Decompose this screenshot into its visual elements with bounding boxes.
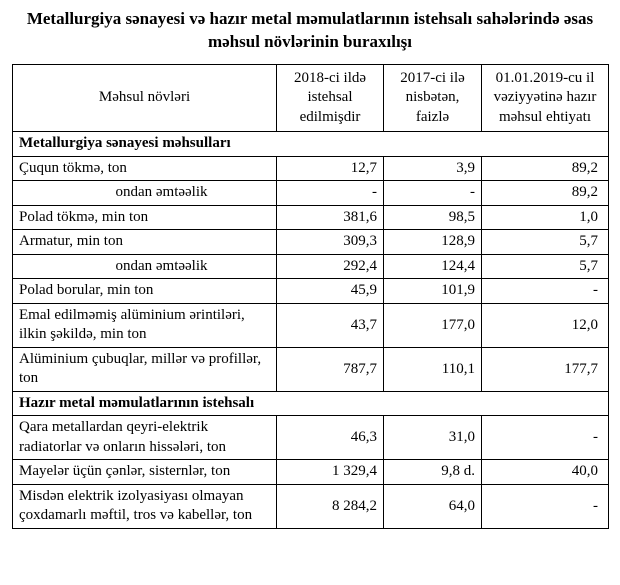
- value-2018-cell: 1 329,4: [277, 460, 384, 485]
- value-2017-cell: 64,0: [384, 484, 482, 528]
- value-2017-cell: 101,9: [384, 279, 482, 304]
- column-header-product: Məhsul növləri: [13, 64, 277, 132]
- section-row: [13, 132, 609, 157]
- stock-value-cell: -: [482, 416, 609, 460]
- product-name-cell: Misdən elektrik izolyasiyası olmayan çoxdamarlı məftil, tros və kabellər, ton: [13, 484, 277, 528]
- table-body: [13, 132, 609, 529]
- table-row: [13, 347, 609, 391]
- stock-value-cell: 1,0: [482, 205, 609, 230]
- table-header: [13, 64, 609, 132]
- stock-value-cell: -: [482, 484, 609, 528]
- stock-value-cell: 12,0: [482, 303, 609, 347]
- column-header-2018: 2018-ci ildə istehsal edilmişdir: [277, 64, 384, 132]
- table-row: [13, 416, 609, 460]
- product-name-cell: Çuqun tökmə, ton: [13, 156, 277, 181]
- product-name-cell: Qara metallardan qeyri-elektrik radiatorlar və onların hissələri, ton: [13, 416, 277, 460]
- product-name-cell: Armatur, min ton: [13, 230, 277, 255]
- stock-value-cell: -: [482, 279, 609, 304]
- section-label: Metallurgiya sənayesi məhsulları: [13, 132, 609, 157]
- product-name-cell: Emal edilməmiş alüminium ərintiləri, ilkin şəkildə, min ton: [13, 303, 277, 347]
- value-2018-cell: 787,7: [277, 347, 384, 391]
- value-2018-cell: 8 284,2: [277, 484, 384, 528]
- value-2017-cell: 177,0: [384, 303, 482, 347]
- products-table: [12, 64, 609, 529]
- header-row: [13, 64, 609, 132]
- table-row: [13, 254, 609, 279]
- value-2017-cell: 98,5: [384, 205, 482, 230]
- value-2017-cell: 9,8 d.: [384, 460, 482, 485]
- product-name-cell: ondan əmtəəlik: [13, 181, 277, 206]
- value-2018-cell: 309,3: [277, 230, 384, 255]
- table-row: [13, 303, 609, 347]
- stock-value-cell: 89,2: [482, 181, 609, 206]
- value-2018-cell: 43,7: [277, 303, 384, 347]
- stock-value-cell: 40,0: [482, 460, 609, 485]
- section-label: Hazır metal məmulatlarının istehsalı: [13, 391, 609, 416]
- stock-value-cell: 5,7: [482, 254, 609, 279]
- value-2018-cell: -: [277, 181, 384, 206]
- value-2018-cell: 12,7: [277, 156, 384, 181]
- product-name-cell: Polad borular, min ton: [13, 279, 277, 304]
- value-2018-cell: 381,6: [277, 205, 384, 230]
- value-2018-cell: 46,3: [277, 416, 384, 460]
- value-2017-cell: 128,9: [384, 230, 482, 255]
- product-name-cell: Alüminium çubuqlar, millər və profillər, ton: [13, 347, 277, 391]
- table-row: [13, 460, 609, 485]
- product-name-cell: ondan əmtəəlik: [13, 254, 277, 279]
- stock-value-cell: 177,7: [482, 347, 609, 391]
- column-header-2017: 2017-ci ilə nisbətən, faizlə: [384, 64, 482, 132]
- section-row: [13, 391, 609, 416]
- value-2018-cell: 292,4: [277, 254, 384, 279]
- table-row: [13, 279, 609, 304]
- table-row: [13, 484, 609, 528]
- value-2017-cell: 31,0: [384, 416, 482, 460]
- value-2017-cell: -: [384, 181, 482, 206]
- document-title: Metallurgiya sənayesi və hazır metal məmulatlarının istehsalı sahələrində əsas məhsul növlərinin buraxılışı: [26, 9, 594, 51]
- value-2017-cell: 3,9: [384, 156, 482, 181]
- value-2017-cell: 110,1: [384, 347, 482, 391]
- product-name-cell: Mayelər üçün çənlər, sisternlər, ton: [13, 460, 277, 485]
- value-2018-cell: 45,9: [277, 279, 384, 304]
- column-header-stock: 01.01.2019-cu il vəziyyətinə hazır məhsul ehtiyatı: [482, 64, 609, 132]
- table-row: [13, 205, 609, 230]
- table-row: [13, 156, 609, 181]
- stock-value-cell: 89,2: [482, 156, 609, 181]
- stock-value-cell: 5,7: [482, 230, 609, 255]
- table-row: [13, 230, 609, 255]
- product-name-cell: Polad tökmə, min ton: [13, 205, 277, 230]
- value-2017-cell: 124,4: [384, 254, 482, 279]
- table-row: [13, 181, 609, 206]
